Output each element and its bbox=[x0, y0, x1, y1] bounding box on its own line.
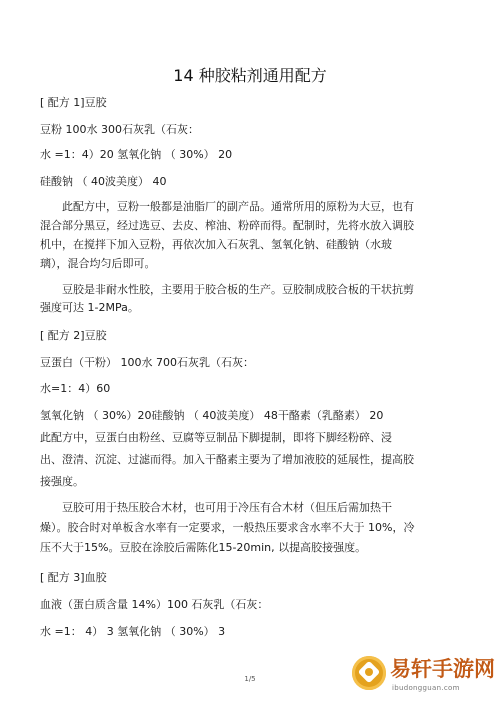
site-logo-icon bbox=[352, 656, 386, 690]
recipe-1-ingredients-line-3: 硅酸钠 （ 40波美度） 40 bbox=[40, 175, 167, 188]
recipe-1-note-line-2: 混合部分黑豆，经过选豆、去皮、榨油、粉碎而得。配制时，先将水放入调胶 bbox=[40, 219, 414, 232]
recipe-1-note-line-3: 机中，在搅拌下加入豆粉，再依次加入石灰乳、氢氧化钠、硅酸钠（水玻 bbox=[40, 238, 392, 251]
recipe-3-ingredients-line-2: 水 =1： 4） 3 氢氧化钠 （ 30%） 3 bbox=[40, 625, 226, 638]
document-title: 14 种胶粘剂通用配方 bbox=[173, 66, 327, 85]
recipe-2-usage-line-1: 豆胶可用于热压胶合木材，也可用于冷压有合木材（但压后需加热干 bbox=[62, 501, 392, 514]
recipe-1-ingredients-line-1: 豆粉 100水 300石灰乳（石灰： bbox=[40, 123, 199, 136]
recipe-2-heading: [ 配方 2]豆胶 bbox=[40, 329, 107, 342]
recipe-3-heading: [ 配方 3]血胶 bbox=[40, 571, 107, 584]
recipe-2-usage-line-2: 燥）。胶合时对单板含水率有一定要求，一般热压要求含水率不大于 10%，冷 bbox=[40, 521, 415, 534]
recipe-2-usage-line-3: 压不大于15%。豆胶在涂胶后需陈化15-20min, 以提高胶接强度。 bbox=[40, 541, 367, 554]
site-name: 易轩手游网 bbox=[390, 656, 495, 681]
page-number: 1/5 bbox=[244, 675, 256, 683]
recipe-1-note-line-1: 此配方中，豆粉一般都是油脂厂的副产品。通常所用的原粉为大豆，也有 bbox=[62, 200, 414, 213]
recipe-1-usage-line-1: 豆胶是非耐水性胶，主要用于胶合板的生产。豆胶制成胶合板的干状抗剪 bbox=[62, 283, 414, 296]
recipe-2-ingredients-line-2: 水=1：4）60 bbox=[40, 382, 111, 395]
recipe-3-ingredients-line-1: 血液（蛋白质含量 14%）100 石灰乳（石灰： bbox=[40, 598, 269, 611]
site-url: ibudongguan.com bbox=[392, 684, 460, 692]
site-watermark bbox=[350, 650, 500, 708]
recipe-1-note-line-4: 璃），混合均匀后即可。 bbox=[40, 257, 156, 270]
recipe-2-note-line-3: 接强度。 bbox=[40, 475, 84, 488]
recipe-2-note-line-2: 出、澄清、沉淀、过滤而得。加入干酪素主要为了增加液胶的延展性，提高胶 bbox=[40, 453, 414, 466]
recipe-2-ingredients-line-1: 豆蛋白（干粉） 100水 700石灰乳（石灰： bbox=[40, 356, 254, 369]
recipe-1-usage-line-2: 强度可达 1-2MPa。 bbox=[40, 301, 139, 314]
recipe-2-note-line-1: 此配方中，豆蛋白由粉丝、豆腐等豆制品下脚提制，即将下脚经粉碎、浸 bbox=[40, 431, 392, 444]
recipe-2-ingredients-line-3: 氢氧化钠 （ 30%）20硅酸钠 （ 40波美度） 48干酪素（乳酪素） 20 bbox=[40, 409, 384, 422]
recipe-1-heading: [ 配方 1]豆胶 bbox=[40, 96, 107, 109]
recipe-1-ingredients-line-2: 水 =1：4）20 氢氧化钠 （ 30%） 20 bbox=[40, 148, 233, 161]
